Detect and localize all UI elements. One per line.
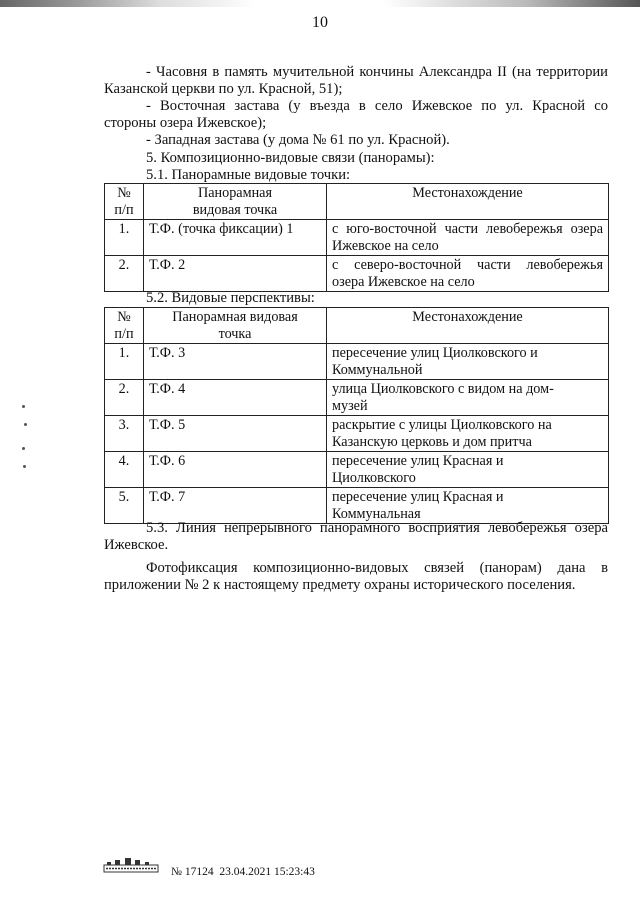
para-5-3-line-1: 5.3. Линия непрерывного панорамного восприятия левобережья озера: [146, 520, 608, 536]
document-footer: [171, 866, 315, 878]
row-point: Т.Ф. 4: [144, 380, 327, 416]
row-point: Т.Ф. 2: [144, 256, 327, 292]
row-location: улица Циолковского с видом на дом- музей: [327, 380, 609, 416]
row-location: раскрытие с улицы Циолковского на Казанскую церковь и дом притча: [327, 416, 609, 452]
row-num: 1.: [105, 220, 144, 256]
row-num: 2.: [105, 380, 144, 416]
row-num: 4.: [105, 452, 144, 488]
table-row: [105, 380, 609, 416]
row-point: Т.Ф. (точка фиксации) 1: [144, 220, 327, 256]
panoramic-points-table: [104, 183, 609, 292]
para-photo-line-1: Фотофиксация композиционно-видовых связей (панорам) дана в: [146, 560, 608, 576]
row-num: 1.: [105, 344, 144, 380]
row-point: Т.Ф. 5: [144, 416, 327, 452]
page-number: 10: [312, 14, 328, 31]
para-5-3-line-2: Ижевское.: [104, 537, 169, 553]
section-5-1-title: 5.1. Панорамные видовые точки:: [146, 167, 351, 183]
table-row: [105, 416, 609, 452]
row-point: Т.Ф. 7: [144, 488, 327, 524]
header-point: Панорамная видовая точка: [144, 308, 327, 344]
registry-stamp-icon: [103, 857, 159, 873]
table-header-row: [105, 308, 609, 344]
table-row: [105, 220, 609, 256]
header-location: Местонахождение: [327, 184, 609, 220]
bullet-1-line-1: - Часовня в память мучительной кончины Александра II (на территории: [146, 64, 608, 80]
row-point: Т.Ф. 3: [144, 344, 327, 380]
row-location: пересечение улиц Циолковского и Коммунальной: [327, 344, 609, 380]
row-location: пересечение улиц Красная и Коммунальная: [327, 488, 609, 524]
bullet-2-line-1: - Восточная застава (у въезда в село Ижевское по ул. Красной со: [146, 98, 608, 114]
table-row: [105, 344, 609, 380]
header-location: Местонахождение: [327, 308, 609, 344]
document-datetime: 23.04.2021 15:23:43: [219, 866, 315, 878]
row-num: 5.: [105, 488, 144, 524]
bullet-3: - Западная застава (у дома № 61 по ул. Красной).: [146, 132, 450, 148]
row-num: 3.: [105, 416, 144, 452]
row-location: с северо-восточной части левобережья озера Ижевское на село: [327, 256, 609, 292]
header-num: № п/п: [105, 308, 144, 344]
para-photo-line-2: приложении № 2 к настоящему предмету охраны исторического поселения.: [104, 577, 576, 593]
header-point: Панорамная видовая точка: [144, 184, 327, 220]
section-5-title: 5. Композиционно-видовые связи (панорамы):: [146, 150, 435, 166]
document-number: № 17124: [171, 866, 214, 878]
header-num: № п/п: [105, 184, 144, 220]
table-header-row: [105, 184, 609, 220]
row-location: с юго-восточной части левобережья озера Ижевское на село: [327, 220, 609, 256]
table-row: [105, 488, 609, 524]
scan-marks: [22, 405, 28, 485]
row-num: 2.: [105, 256, 144, 292]
scan-edge: [0, 0, 640, 7]
table-row: [105, 256, 609, 292]
table-row: [105, 452, 609, 488]
view-perspectives-table: [104, 307, 609, 524]
bullet-1-line-2: Казанской церкви по ул. Красной, 51);: [104, 81, 343, 97]
section-5-2-title: 5.2. Видовые перспективы:: [146, 290, 315, 306]
bullet-2-line-2: стороны озера Ижевское);: [104, 115, 267, 131]
row-location: пересечение улиц Красная и Циолковского: [327, 452, 609, 488]
row-point: Т.Ф. 6: [144, 452, 327, 488]
